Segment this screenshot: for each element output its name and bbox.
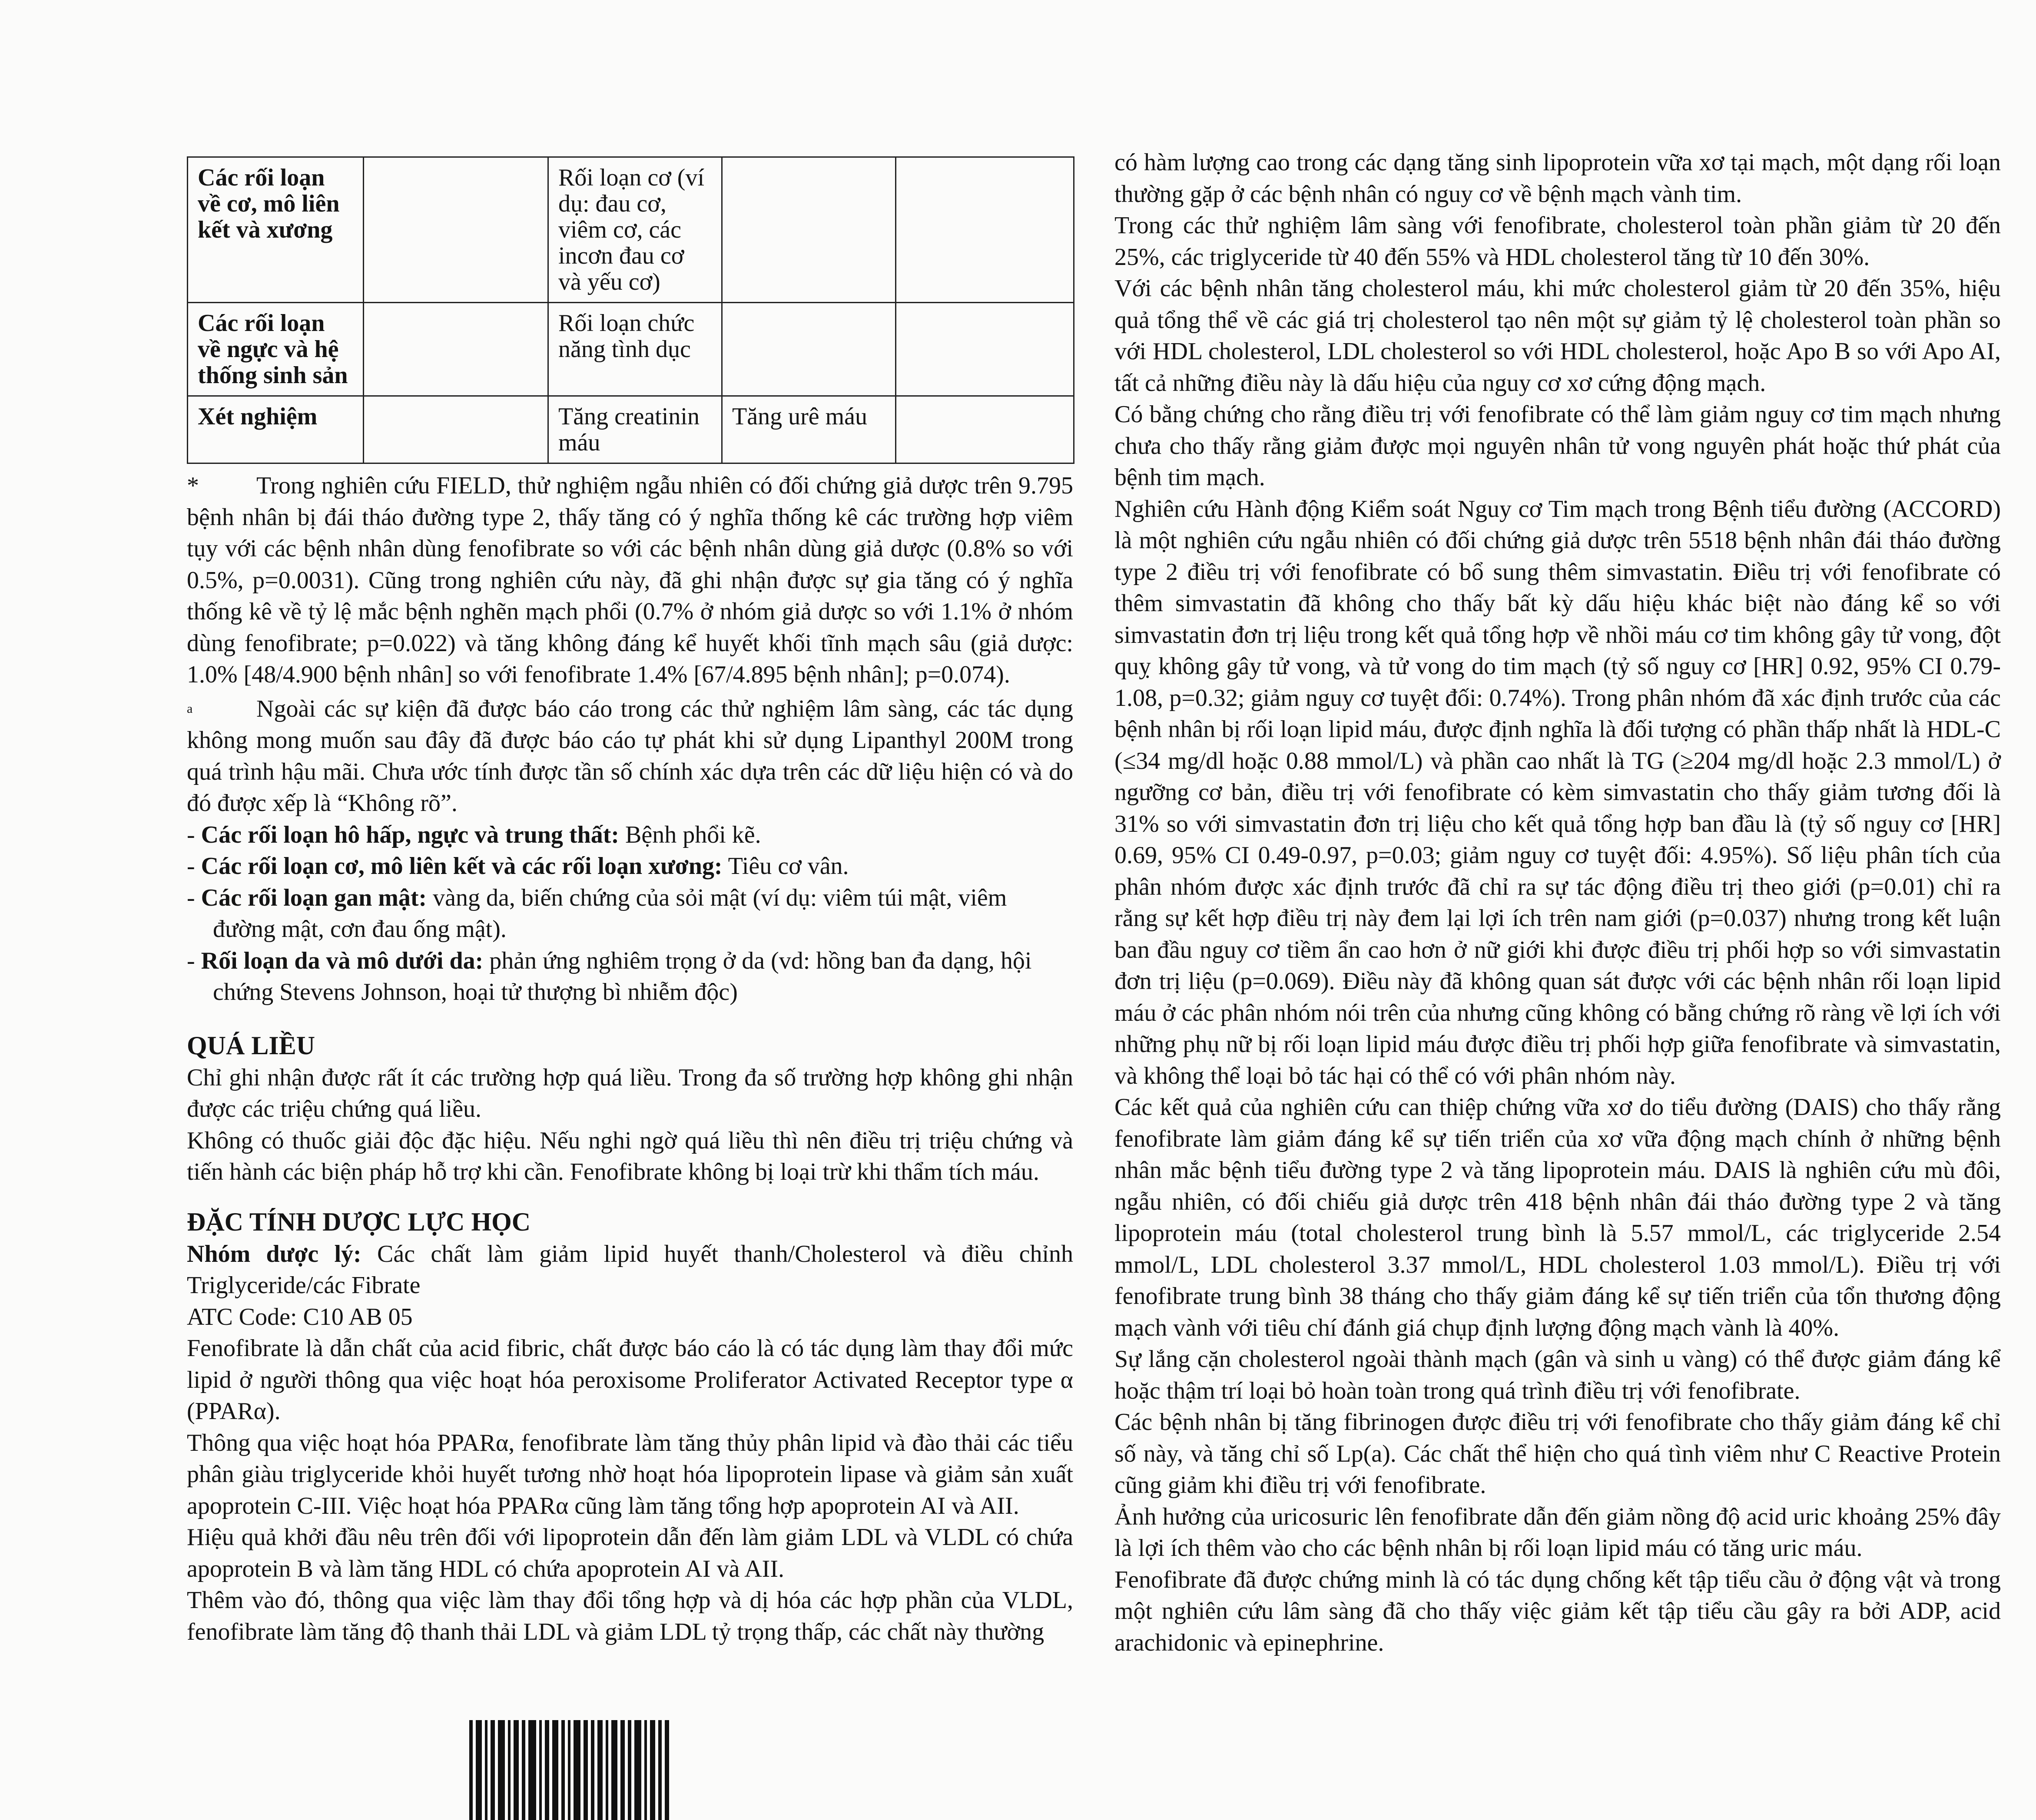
pd-paragraph: Thêm vào đó, thông qua việc làm thay đổi tổng hợp và dị hóa các hợp phần của VLDL, fenofibrate làm tăng độ thanh thải LDL và giảm LDL tỷ trọng thấp, các chất này thường (187, 1587, 1073, 1645)
list-item: - Các rối loạn cơ, mô liên kết và các rối loạn xương: Tiêu cơ vân. (187, 853, 849, 880)
postmarketing-effects-list (187, 819, 1073, 1008)
footnote-marker: a (187, 701, 193, 716)
footnote-marker: * (187, 472, 199, 499)
right-column (1114, 147, 2001, 1658)
table-cell-category: Các rối loạn về cơ, mô liên kết và xương (188, 157, 364, 303)
pd-paragraph: Hiệu quả khởi đầu nêu trên đối với lipoprotein dẫn đến làm giảm LDL và VLDL có chứa apoprotein B và làm tăng HDL có chứa apoprotein AI và AII. (187, 1524, 1073, 1582)
pharmacological-group (187, 1238, 1073, 1301)
effect-text: phản ứng nghiêm trọng ở da (vd: hồng ban đa dạng, hội chứng Stevens Johnson, hoại tử thượng bì nhiễm độc) (213, 947, 1032, 1006)
table-cell-category: Các rối loạn về ngực và hệ thống sinh sản (188, 303, 364, 396)
overdose-heading: QUÁ LIỀU (187, 1031, 315, 1060)
body-paragraph: Các bệnh nhân bị tăng fibrinogen được điều trị với fenofibrate cho thấy giảm đáng kể chỉ số này, và tăng chỉ số Lp(a). Các chất thể hiện cho quá tình viêm như C Reactive Protein cũng giảm khi điều trị với fenofibrate. (1114, 1409, 2001, 1499)
body-paragraph: Có bằng chứng cho rằng điều trị với fenofibrate có thể làm giảm nguy cơ tim mạch nhưng chưa cho thấy rằng giảm được mọi nguyên nhân tử vong nguyên phát hoặc thứ phát của bệnh tim mạch. (1114, 401, 2001, 491)
footnote-text: Ngoài các sự kiện đã được báo cáo trong các thử nghiệm lâm sàng, các tác dụng không mong muốn sau đây đã được báo cáo tự phát khi sử dụng Lipanthyl 200M trong quá trình hậu mãi. Chưa ước tính được tần số chính xác dựa trên các dữ liệu hiện có và do đó được xếp là “Không rõ”. (187, 695, 1073, 817)
table-cell: Tăng urê máu (722, 396, 896, 463)
table-cell (364, 303, 548, 396)
pd-paragraph: Fenofibrate là dẫn chất của acid fibric, chất được báo cáo là có tác dụng làm thay đổi mức lipid ở người thông qua việc hoạt hóa peroxisome Proliferator Activated Receptor type α (PPARα). (187, 1335, 1073, 1425)
footnote-a (187, 693, 1073, 819)
table-cell-category: Xét nghiệm (188, 396, 364, 463)
effect-text: Tiêu cơ vân. (722, 853, 849, 880)
list-item: - Các rối loạn hô hấp, ngực và trung thất: Bệnh phổi kẽ. (187, 821, 761, 848)
effect-category: Rối loạn da và mô dưới da: (201, 947, 484, 974)
footnote-text: Trong nghiên cứu FIELD, thử nghiệm ngẫu nhiên có đối chứng giả dược trên 9.795 bệnh nhân bị đái tháo đường type 2, thấy tăng có ý nghĩa thống kê các trường hợp viêm tụy với các bệnh nhân dùng fenofibrate so với các bệnh nhân dùng giả dược (0.8% so với 0.5%, p=0.0031). Cũng trong nghiên cứu này, đã ghi nhận được sự gia tăng có ý nghĩa thống kê về tỷ lệ mắc bệnh nghẽn mạch phổi (0.7% ở nhóm giả dược so với 1.1% ở nhóm dùng fenofibrate; p=0.022) và tăng không đáng kể huyết khối tĩnh mạch sâu (giả dược: 1.0% [48/4.900 bệnh nhân] so với fenofibrate 1.4% [67/4.895 bệnh nhân]; p=0.074). (187, 472, 1073, 688)
body-paragraph: Với các bệnh nhân tăng cholesterol máu, khi mức cholesterol giảm từ 20 đến 35%, hiệu quả tổng thể về các giá trị cholesterol tạo nên một sự giảm tỷ lệ cholesterol toàn phần so với HDL cholesterol, LDL cholesterol so với HDL cholesterol, hoặc Apo B so với Apo AI, tất cả những điều này là dấu hiệu của nguy cơ xơ cứng động mạch. (1114, 275, 2001, 397)
group-text: Các chất làm giảm lipid huyết thanh/Cholesterol và điều chỉnh Triglyceride/các Fibrate (187, 1240, 1074, 1299)
overdose-paragraph: Không có thuốc giải độc đặc hiệu. Nếu nghi ngờ quá liều thì nên điều trị triệu chứng và tiến hành các biện pháp hỗ trợ khi cần. Fenofibrate không bị loại trừ khi thẩm tích máu. (187, 1127, 1073, 1185)
table-cell (722, 303, 896, 396)
table-row (188, 303, 1074, 396)
barcode (469, 1720, 704, 1820)
left-column (187, 156, 1073, 1648)
accord-paragraph: Nghiên cứu Hành động Kiểm soát Nguy cơ Tim mạch trong Bệnh tiểu đường (ACCORD) là một nghiên cứu ngẫu nhiên có đối chứng giả dược trên 5518 bệnh nhân đái tháo đường type 2 điều trị với fenofibrate có bổ sung thêm simvastatin. Điều trị với fenofibrate có thêm simvastatin đã không cho thấy bất kỳ dấu hiệu khác biệt nào đáng kể so với simvastatin đơn trị liệu trong kết quả tổng hợp về nhồi máu cơ tim không gây tử vong, đột quỵ không gây tử vong, và tử vong do tim mạch (tỷ số nguy cơ [HR] 0.92, 95% CI 0.79-1.08, p=0.32; giảm nguy cơ tuyệt đối: 0.74%). Trong phân nhóm đã xác định trước của các bệnh nhân bị rối loạn lipid máu, được định nghĩa là đối tượng có phần thấp nhất là HDL-C (≤34 mg/dl hoặc 0.88 mmol/L) và phần cao nhất là TG (≥204 mg/dl hoặc 2.3 mmol/L) ở ngưỡng cơ bản, điều trị với fenofibrate có kèm simvastatin cho thấy giảm tương đối là 31% so với simvastatin đơn trị liệu cho kết quả tổng hợp ban đầu là (tỷ số nguy cơ [HR] 0.69, 95% CI 0.49-0.97, p=0.03; giảm nguy cơ tuyệt đối: 4.95%). Số liệu phân tích của phân nhóm được xác định trước đã chỉ ra sự tác động điều trị theo giới (p=0.01) chỉ ra rằng sự kết hợp điều trị này đem lại lợi ích trên nam giới (p=0.037) nhưng trong kết luận ban đầu nguy cơ tiềm ẩn cao hơn ở nữ giới khi được điều trị phối hợp so với simvastatin đơn trị liệu (p=0.069). Điều này đã không quan sát được với các bệnh nhân rối loạn lipid máu ở các phân nhóm nói trên của nhưng cũng không có bằng chứng rõ ràng về lợi ích với những phụ nữ bị rối loạn lipid máu được điều trị phối hợp giữa fenofibrate và simvastatin, và không thể loại bỏ tác hại có thể có với phân nhóm này. (1114, 495, 2001, 1089)
table-cell (364, 157, 548, 303)
effect-category: Các rối loạn gan mật: (201, 884, 427, 911)
table-cell: Tăng creatinin máu (548, 396, 722, 463)
table-cell: Rối loạn cơ (ví dụ: đau cơ, viêm cơ, các incơn đau cơ và yếu cơ) (548, 157, 722, 303)
table-cell (896, 303, 1074, 396)
body-paragraph: Sự lắng cặn cholesterol ngoài thành mạch (gân và sinh u vàng) có thể được giảm đáng kể hoặc thậm trí loại bỏ hoàn toàn trong quá trình điều trị với fenofibrate. (1114, 1346, 2001, 1404)
table-row (188, 157, 1074, 303)
effect-category: Các rối loạn hô hấp, ngực và trung thất: (201, 821, 619, 848)
side-effects-table (187, 156, 1074, 464)
atc-code: ATC Code: C10 AB 05 (187, 1303, 413, 1330)
body-paragraph: Ảnh hưởng của uricosuric lên fenofibrate dẫn đến giảm nồng độ acid uric khoảng 25% đây là lợi ích thêm vào cho các bệnh nhân bị rối loạn lipid máu có tăng uric máu. (1114, 1503, 2001, 1562)
table-cell (896, 396, 1074, 463)
table-cell (896, 157, 1074, 303)
effect-text: Bệnh phổi kẽ. (619, 821, 761, 848)
pharmacodynamics-heading: ĐẶC TÍNH DƯỢC LỰC HỌC (187, 1207, 531, 1236)
table-cell: Rối loạn chức năng tình dục (548, 303, 722, 396)
effect-category: Các rối loạn cơ, mô liên kết và các rối loạn xương: (201, 853, 723, 880)
group-label: Nhóm dược lý: (187, 1240, 361, 1267)
list-item: - Rối loạn da và mô dưới da: phản ứng nghiêm trọng ở da (vd: hồng ban đa dạng, hội chứng Stevens Johnson, hoại tử thượng bì nhiễm độc) (187, 947, 1032, 1006)
body-paragraph: có hàm lượng cao trong các dạng tăng sinh lipoprotein vữa xơ tại mạch, một dạng rối loạn thường gặp ở các bệnh nhân có nguy cơ về bệnh mạch vành tim. (1114, 149, 2001, 208)
list-item: - Các rối loạn gan mật: vàng da, biến chứng của sỏi mật (ví dụ: viêm túi mật, viêm đường mật, cơn đau ống mật). (187, 884, 1007, 943)
table-cell (364, 396, 548, 463)
body-paragraph: Fenofibrate đã được chứng minh là có tác dụng chống kết tập tiểu cầu ở động vật và trong một nghiên cứu lâm sàng đã cho thấy việc giảm kết tập tiểu cầu gây ra bởi ADP, acid arachidonic và epinephrine. (1114, 1566, 2001, 1656)
table-cell (722, 157, 896, 303)
pd-paragraph: Thông qua việc hoạt hóa PPARα, fenofibrate làm tăng thủy phân lipid và đào thải các tiểu phân giàu triglyceride khỏi huyết tương nhờ hoạt hóa lipoprotein lipase và giảm sản xuất apoprotein C-III. Việc hoạt hóa PPARα cũng làm tăng tổng hợp apoprotein AI và AII. (187, 1429, 1073, 1519)
body-paragraph: Trong các thử nghiệm lâm sàng với fenofibrate, cholesterol toàn phần giảm từ 20 đến 25%, các triglyceride từ 40 đến 55% và HDL cholesterol tăng từ 10 đến 30%. (1114, 212, 2001, 271)
dais-paragraph: Các kết quả của nghiên cứu can thiệp chứng vữa xơ do tiểu đường (DAIS) cho thấy rằng fenofibrate làm giảm đáng kể sự tiến triển của xơ vữa động mạch chính ở những bệnh nhân mắc bệnh tiểu đường type 2 và tăng lipoprotein máu. DAIS là nghiên cứu mù đôi, ngẫu nhiên, có đối chiếu giả dược trên 418 bệnh nhân đái tháo đường type 2 và tăng lipoprotein máu (total cholesterol trung bình là 5.57 mmol/L, các triglyceride 2.54 mmol/L, LDL cholesterol 3.37 mmol/L, HDL cholesterol 1.03 mmol/L). Điều trị với fenofibrate trung bình 38 tháng cho thấy giảm đáng kể sự tiến triển của tổn thương động mạch vành với tiêu chí đánh giá chụp định lượng động mạch vành là 40%. (1114, 1094, 2001, 1341)
effect-text: vàng da, biến chứng của sỏi mật (ví dụ: viêm túi mật, viêm đường mật, cơn đau ống mật). (213, 884, 1007, 943)
table-row (188, 396, 1074, 463)
overdose-paragraph: Chỉ ghi nhận được rất ít các trường hợp quá liều. Trong đa số trường hợp không ghi nhận được các triệu chứng quá liều. (187, 1064, 1073, 1122)
footnote-star (187, 470, 1073, 691)
